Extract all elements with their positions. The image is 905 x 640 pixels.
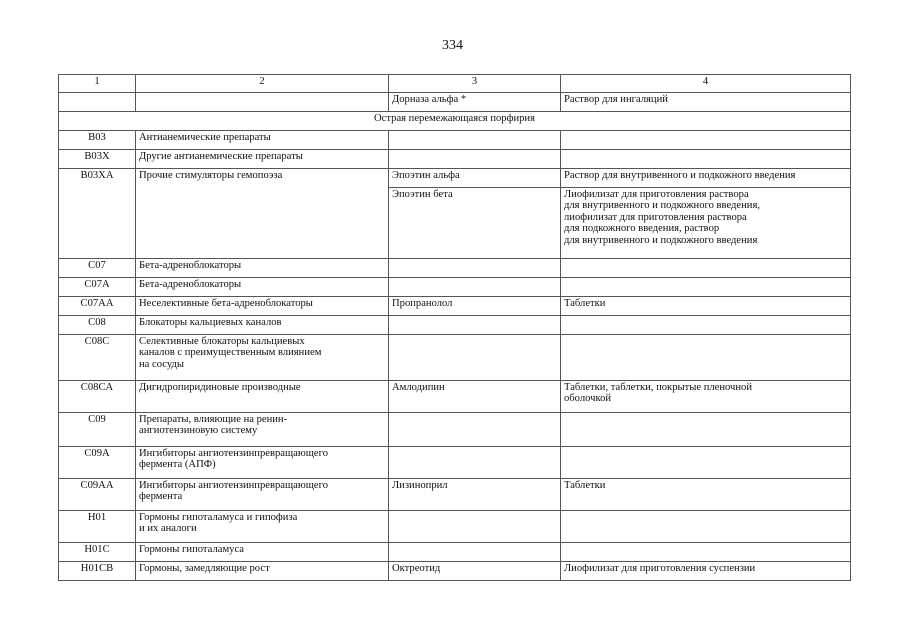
atc-code-cell: B03	[59, 131, 136, 150]
drug-name-cell	[389, 413, 561, 447]
dosage-form-cell: Таблетки	[561, 297, 851, 316]
group-name-cell: Антианемические препараты	[136, 131, 389, 150]
table-row	[59, 562, 851, 581]
group-name-cell: Гормоны гипоталамуса	[136, 543, 389, 562]
atc-code-cell: C07AA	[59, 297, 136, 316]
atc-code-cell: C07	[59, 259, 136, 278]
dosage-form-cell: Лиофилизат для приготовления суспензии	[561, 562, 851, 581]
table-row	[59, 447, 851, 479]
table-row	[59, 413, 851, 447]
drug-name-cell: Лизиноприл	[389, 479, 561, 511]
group-name-cell: Селективные блокаторы кальциевых каналов с преимущественным влиянием на сосуды	[136, 335, 389, 381]
dosage-form-cell	[561, 150, 851, 169]
dosage-form-cell: Таблетки	[561, 479, 851, 511]
dosage-form-cell	[561, 413, 851, 447]
header-row	[59, 75, 851, 93]
atc-code-cell: C08CA	[59, 381, 136, 413]
column-header-2: 2	[136, 75, 389, 93]
drug-table	[58, 74, 851, 581]
group-name-cell: Бета-адреноблокаторы	[136, 278, 389, 297]
drug-name-cell: Октреотид	[389, 562, 561, 581]
drug-name-cell	[389, 316, 561, 335]
table-row	[59, 131, 851, 150]
atc-code-cell: C09A	[59, 447, 136, 479]
group-name-cell	[136, 93, 389, 112]
atc-code-cell: C08C	[59, 335, 136, 381]
table-row	[59, 297, 851, 316]
table-row	[59, 316, 851, 335]
atc-code-cell	[59, 93, 136, 112]
dosage-form-cell	[561, 259, 851, 278]
atc-code-cell: B03X	[59, 150, 136, 169]
dosage-form-cell	[561, 278, 851, 297]
atc-code-cell: B03XA	[59, 169, 136, 259]
dosage-form-cell	[561, 335, 851, 381]
drug-name-cell	[389, 447, 561, 479]
atc-code-cell: C09AA	[59, 479, 136, 511]
section-title: Острая перемежающаяся порфирия	[59, 112, 851, 131]
group-name-cell: Бета-адреноблокаторы	[136, 259, 389, 278]
atc-code-cell: C08	[59, 316, 136, 335]
table-row	[59, 259, 851, 278]
page-number: 334	[442, 38, 463, 53]
drug-name-cell: Амлодипин	[389, 381, 561, 413]
dosage-form-cell	[561, 131, 851, 150]
atc-code-cell: C09	[59, 413, 136, 447]
dosage-form-cell: Раствор для внутривенного и подкожного введения	[561, 169, 851, 188]
table-row	[59, 479, 851, 511]
drug-name-cell: Эпоэтин альфа	[389, 169, 561, 188]
drug-name-cell	[389, 543, 561, 562]
column-header-3: 3	[389, 75, 561, 93]
column-header-4: 4	[561, 75, 851, 93]
dosage-form-cell: Таблетки, таблетки, покрытые пленочной оболочкой	[561, 381, 851, 413]
dosage-form-cell	[561, 511, 851, 543]
drug-name-cell	[389, 131, 561, 150]
atc-code-cell: H01C	[59, 543, 136, 562]
group-name-cell: Ингибиторы ангиотензинпревращающего фермента (АПФ)	[136, 447, 389, 479]
atc-code-cell: H01	[59, 511, 136, 543]
drug-name-cell: Пропранолол	[389, 297, 561, 316]
group-name-cell: Ингибиторы ангиотензинпревращающего фермента	[136, 479, 389, 511]
table-row	[59, 93, 851, 112]
drug-name-cell	[389, 150, 561, 169]
dosage-form-cell: Лиофилизат для приготовления раствора для внутривенного и подкожного введения, лиофилизат для приготовления раствора для подкожного введения, раствор для внутривенного и подкожного введения	[561, 188, 851, 259]
dosage-form-cell	[561, 447, 851, 479]
drug-name-cell: Дорназа альфа *	[389, 93, 561, 112]
drug-name-cell	[389, 335, 561, 381]
table-row	[59, 511, 851, 543]
drug-name-cell: Эпоэтин бета	[389, 188, 561, 259]
table-row	[59, 150, 851, 169]
dosage-form-cell: Раствор для ингаляций	[561, 93, 851, 112]
drug-name-cell	[389, 278, 561, 297]
dosage-form-cell	[561, 316, 851, 335]
dosage-form-cell	[561, 543, 851, 562]
column-header-1: 1	[59, 75, 136, 93]
group-name-cell: Препараты, влияющие на ренин- ангиотензиновую систему	[136, 413, 389, 447]
group-name-cell: Прочие стимуляторы гемопоэза	[136, 169, 389, 259]
group-name-cell: Гормоны, замедляющие рост	[136, 562, 389, 581]
drug-name-cell	[389, 259, 561, 278]
group-name-cell: Гормоны гипоталамуса и гипофиза и их аналоги	[136, 511, 389, 543]
table-row	[59, 169, 851, 188]
drug-name-cell	[389, 511, 561, 543]
atc-code-cell: C07A	[59, 278, 136, 297]
group-name-cell: Другие антианемические препараты	[136, 150, 389, 169]
group-name-cell: Неселективные бета-адреноблокаторы	[136, 297, 389, 316]
atc-code-cell: H01CB	[59, 562, 136, 581]
table-row	[59, 335, 851, 381]
group-name-cell: Блокаторы кальциевых каналов	[136, 316, 389, 335]
table-row	[59, 381, 851, 413]
group-name-cell: Дигидропиридиновые производные	[136, 381, 389, 413]
section-row	[59, 112, 851, 131]
table-row	[59, 543, 851, 562]
table-row	[59, 278, 851, 297]
